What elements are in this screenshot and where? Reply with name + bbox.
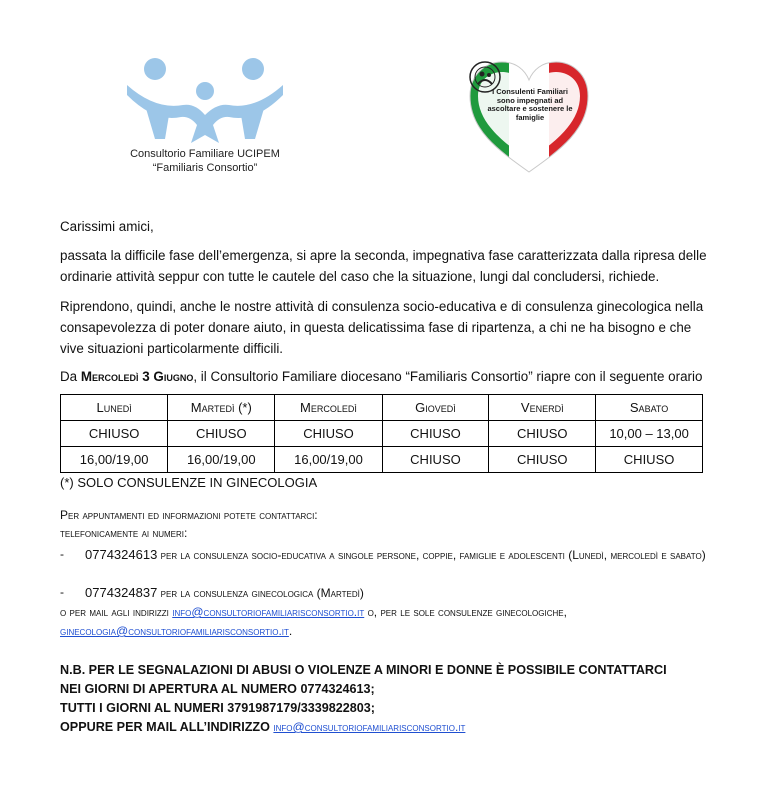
consultori-seal-icon xyxy=(468,60,502,94)
nb-line-3: TUTTI I GIORNI AL NUMERI 3791987179/3339822803; xyxy=(60,701,375,715)
header-giovedi: Giovedì xyxy=(382,395,489,421)
table-cell: CHIUSO xyxy=(489,447,596,473)
table-cell: CHIUSO xyxy=(596,447,703,473)
schedule-table xyxy=(60,394,703,473)
greeting: Carissimi amici, xyxy=(60,219,154,234)
schedule-note: (*) SOLO CONSULENZE IN GINECOLOGIA xyxy=(60,475,318,490)
nb-mail-prefix: OPPURE PER MAIL ALL’INDIRIZZO xyxy=(60,720,274,734)
nb-line-2: NEI GIORNI DI APERTURA AL NUMERO 0774324613; xyxy=(60,682,375,696)
nb-mail-link[interactable]: info@consultoriofamiliarisconsortio.it xyxy=(273,720,466,734)
contact-mail-line-2 xyxy=(60,622,710,640)
mail-mid: o, per le sole consulenze ginecologiche, xyxy=(364,605,567,619)
mail-end: . xyxy=(288,624,293,638)
table-cell: 16,00/19,00 xyxy=(168,447,275,473)
table-cell: 16,00/19,00 xyxy=(61,447,168,473)
logo-left-title: Consultorio Familiare UCIPEM xyxy=(130,148,280,160)
table-cell: 10,00 – 13,00 xyxy=(596,421,703,447)
list-item-body xyxy=(85,583,710,603)
list-item-body xyxy=(85,545,710,565)
heart-logo-text: I Consulenti Familiari sono impegnati ad ascoltare e sostenere le famiglie xyxy=(487,87,573,122)
header-venerdi: Venerdì xyxy=(489,395,596,421)
mail-prefix: o per mail agli indirizzi xyxy=(60,605,173,619)
table-cell: CHIUSO xyxy=(489,421,596,447)
phone-description: per la consulenza socio-educativa a singole persone, coppie, famiglie e adolescenti (Lunedì, mercoledì e sabato) xyxy=(157,548,706,562)
reopening-day: Mercoledì xyxy=(80,369,139,384)
contact-intro: Per appuntamenti ed informazioni potete contattarci: xyxy=(60,508,318,522)
reopening-prefix: Da xyxy=(60,369,81,384)
family-figures-icon xyxy=(125,55,285,145)
nb-line-4 xyxy=(60,718,720,737)
contact-phone-intro: telefonicamente ai numeri: xyxy=(60,526,188,540)
mail-info-link[interactable]: info@consultoriofamiliarisconsortio.it xyxy=(172,605,365,619)
phone-description: per la consulenza ginecologica (Martedì) xyxy=(157,586,364,600)
logo-left-subtitle: “Familiaris Consortio” xyxy=(152,162,258,174)
ucipem-logo xyxy=(120,55,290,185)
schedule-row-afternoon xyxy=(61,447,703,473)
mail-ginecologia-link[interactable]: ginecologia@consultoriofamiliarisconsortio.it xyxy=(60,624,289,638)
header-martedi: Martedì (*) xyxy=(168,395,275,421)
reopening-date: 3 Giugno xyxy=(142,369,194,384)
phone-number[interactable]: 0774324837 xyxy=(85,585,158,600)
table-cell: CHIUSO xyxy=(61,421,168,447)
paragraph-emergency: passata la difficile fase dell’emergenza, si apre la seconda, impegnativa fase caratterizzata dalla ripresa delle ordinarie attività seppur con tutte le cautele del caso che la situazione, lungi dal concludersi, richiede. xyxy=(60,248,707,284)
contact-mail-line xyxy=(60,603,710,621)
nb-line-1: N.B. PER LE SEGNALAZIONI DI ABUSI O VIOLENZE A MINORI E DONNE È POSSIBILE CONTATTARCI xyxy=(60,663,667,677)
table-cell: CHIUSO xyxy=(168,421,275,447)
heart-logo xyxy=(468,60,590,175)
schedule-header-row xyxy=(61,395,703,421)
table-cell: CHIUSO xyxy=(275,421,382,447)
schedule-row-morning xyxy=(61,421,703,447)
header-mercoledi: Mercoledì xyxy=(275,395,382,421)
header-lunedi: Lunedì xyxy=(61,395,168,421)
table-cell: CHIUSO xyxy=(382,421,489,447)
table-cell: CHIUSO xyxy=(382,447,489,473)
list-dash: - xyxy=(60,547,64,561)
reopening-suffix: , il Consultorio Familiare diocesano “Familiaris Consortio” riapre con il seguente orario xyxy=(193,369,703,384)
phone-number[interactable]: 0774324613 xyxy=(85,547,158,562)
list-dash: - xyxy=(60,585,64,599)
paragraph-activities: Riprendono, quindi, anche le nostre attività di consulenza socio-educativa e di consulenza ginecologica nella consapevolezza di poter donare aiuto, in questa delicatissima fase di ripartenza, a chi ne ha bisogno e che vive situazioni particolarmente difficili. xyxy=(60,299,704,356)
table-cell: 16,00/19,00 xyxy=(275,447,382,473)
header-sabato: Sabato xyxy=(596,395,703,421)
paragraph-reopening xyxy=(60,366,710,387)
